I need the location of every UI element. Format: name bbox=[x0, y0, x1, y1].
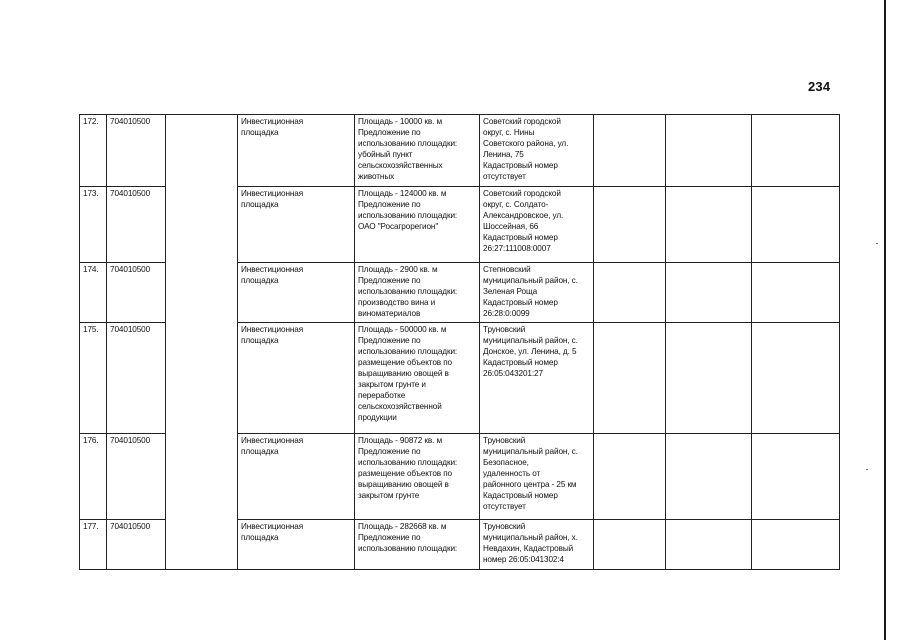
row-location: Труновский муниципальный район, с. Донское, ул. Ленина, д. 5 Кадастровый номер 26:05:043201:27 bbox=[480, 323, 594, 434]
empty-cell bbox=[594, 323, 666, 434]
empty-cell bbox=[666, 520, 752, 570]
row-code: 704010500 bbox=[107, 263, 166, 323]
empty-cell bbox=[594, 187, 666, 263]
empty-cell bbox=[594, 263, 666, 323]
row-code: 704010500 bbox=[107, 187, 166, 263]
empty-cell bbox=[666, 323, 752, 434]
empty-cell bbox=[752, 434, 840, 520]
row-description: Площадь - 90872 кв. м Предложение по использованию площадки: размещение объектов по выращиванию овощей в закрытом грунте bbox=[355, 434, 480, 520]
row-location: Советский городской округ, с. Солдато- Александровское, ул. Шоссейная, 66 Кадастровый номер 26:27:111008:0007 bbox=[480, 187, 594, 263]
page-number: 234 bbox=[808, 79, 831, 94]
row-number: 175. bbox=[80, 323, 107, 434]
scan-speck bbox=[866, 469, 868, 470]
empty-cell bbox=[666, 434, 752, 520]
row-description: Площадь - 500000 кв. м Предложение по использованию площадки: размещение объектов по выращиванию овощей в закрытом грунте и переработке сельскохозяйственной продукции bbox=[355, 323, 480, 434]
row-description: Площадь - 10000 кв. м Предложение по использованию площадки: убойный пункт сельскохозяйственных животных bbox=[355, 115, 480, 187]
row-location: Труновский муниципальный район, с. Безопасное, удаленность от районного центра - 25 км Кадастровый номер отсутствует bbox=[480, 434, 594, 520]
investment-sites-table bbox=[79, 114, 840, 570]
row-type: Инвестиционная площадка bbox=[238, 263, 355, 323]
empty-cell bbox=[752, 520, 840, 570]
merged-empty-cell bbox=[166, 115, 238, 570]
empty-cell bbox=[594, 520, 666, 570]
row-type: Инвестиционная площадка bbox=[238, 434, 355, 520]
empty-cell bbox=[594, 434, 666, 520]
row-description: Площадь - 2900 кв. м Предложение по использованию площадки: производство вина и виноматериалов bbox=[355, 263, 480, 323]
empty-cell bbox=[594, 115, 666, 187]
empty-cell bbox=[666, 115, 752, 187]
empty-cell bbox=[666, 263, 752, 323]
row-description: Площадь - 282668 кв. м Предложение по использованию площадки: bbox=[355, 520, 480, 570]
row-code: 704010500 bbox=[107, 115, 166, 187]
row-type: Инвестиционная площадка bbox=[238, 323, 355, 434]
row-description: Площадь - 124000 кв. м Предложение по использованию площадки: ОАО "Росагрорегион" bbox=[355, 187, 480, 263]
row-type: Инвестиционная площадка bbox=[238, 115, 355, 187]
scan-speck bbox=[876, 243, 878, 244]
row-number: 174. bbox=[80, 263, 107, 323]
right-margin-rule bbox=[884, 0, 886, 640]
row-type: Инвестиционная площадка bbox=[238, 187, 355, 263]
table-body bbox=[80, 115, 840, 570]
row-location: Степновский муниципальный район, с. Зеленая Роща Кадастровый номер 26:28:0:0099 bbox=[480, 263, 594, 323]
table-row bbox=[80, 115, 840, 187]
empty-cell bbox=[666, 187, 752, 263]
empty-cell bbox=[752, 115, 840, 187]
row-code: 704010500 bbox=[107, 323, 166, 434]
row-type: Инвестиционная площадка bbox=[238, 520, 355, 570]
empty-cell bbox=[752, 263, 840, 323]
row-number: 176. bbox=[80, 434, 107, 520]
empty-cell bbox=[752, 323, 840, 434]
row-number: 173. bbox=[80, 187, 107, 263]
empty-cell bbox=[752, 187, 840, 263]
row-number: 172. bbox=[80, 115, 107, 187]
row-location: Труновский муниципальный район, х. Невдахин, Кадастровый номер 26:05:041302:4 bbox=[480, 520, 594, 570]
row-code: 704010500 bbox=[107, 434, 166, 520]
row-location: Советский городской округ, с. Нины Советского района, ул. Ленина, 75 Кадастровый номер отсутствует bbox=[480, 115, 594, 187]
row-number: 177. bbox=[80, 520, 107, 570]
row-code: 704010500 bbox=[107, 520, 166, 570]
